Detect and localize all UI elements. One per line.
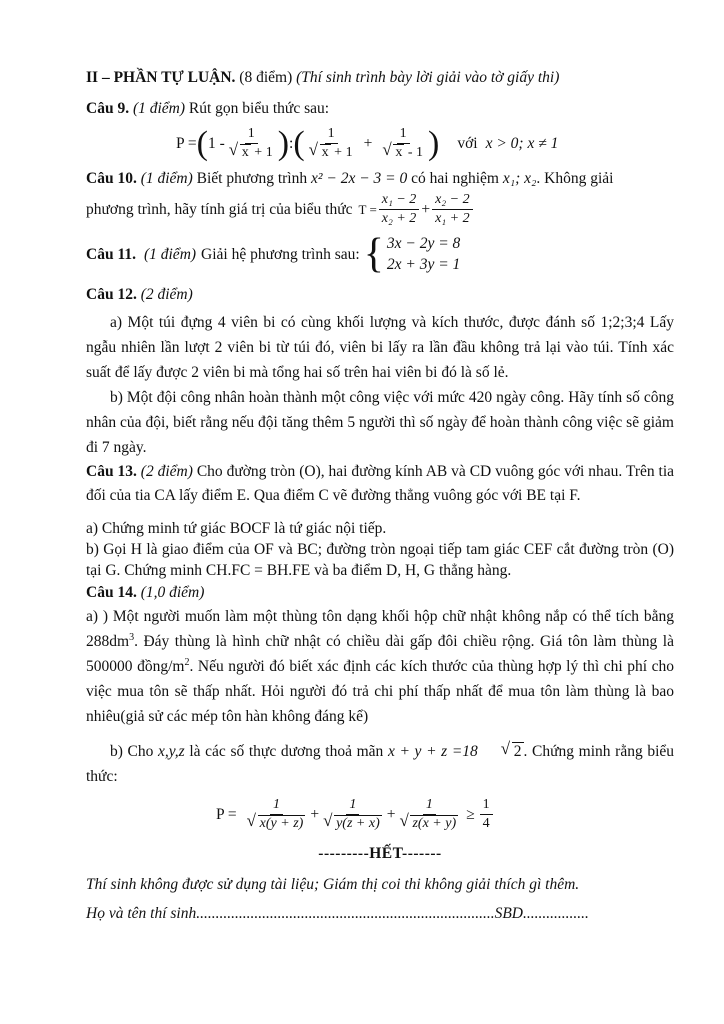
q14-frac2: 1 √ y(z + x) [321,797,385,832]
section-instruction: (Thí sinh trình bày lời giải vào tờ giấy thi) [296,69,560,86]
q14-frac1: 1 √ x(y + z) [245,797,309,832]
q10-frac1: $\frac{\text{x₁ − 2}}{\text{x₂ + 2}}$ [379,192,420,227]
q13-a: a) Chứng minh tứ giác BOCF là tứ giác nội tiếp. [86,520,387,537]
paren-open: ( [196,124,208,162]
q12-label: Câu 12. [86,286,137,303]
q10-t: T = [358,202,377,217]
q9-frac1: 1 √ x + 1 [227,126,276,161]
q14-rhs: $\frac{1}{4}$ [480,797,493,832]
q12-points: (2 điểm) [140,286,193,303]
q9-label: Câu 9. [86,100,130,117]
q11-points: (1 điểm) [143,245,197,263]
q9-formula [176,126,674,161]
q11-system [364,233,461,275]
q9-p: P = [176,135,197,152]
q14-b: b) Cho x,y,z là các số thực dương thoả mãn x + y + z =18√ 2 . Chứng minh rằng biểu thức: [86,739,674,789]
q10-equation: x² − 2x − 3 = 0 [310,170,408,187]
q10-roots: x₁; x₂ [502,170,537,187]
q14-line [86,581,674,604]
exam-page [86,66,674,925]
q13-line [86,460,674,508]
q9-plus: + [363,135,373,152]
q10-line1: Câu 10. (1 điểm) Biết phương trình x² − 2x − 3 = 0 có hai nghiệm x₁; x₂. Không giải [86,170,614,187]
q9-frac3: 1 √ x - 1 [380,126,426,161]
q14-label: Câu 14. [86,584,137,601]
q9-frac2: 1 √ x + 1 [307,126,356,161]
q11-text: Giải hệ phương trình sau: [201,245,360,263]
q11-eq2: 2x + 3y = 1 [386,256,461,273]
end-marker: ---------HẾT------- [318,845,442,862]
q10-frac2: $\frac{\text{x₂ − 2}}{\text{x₁ + 2}}$ [432,192,473,227]
q12-a: a) Một túi đựng 4 viên bi có cùng khối lượng và kích thước, được đánh số 1;2;3;4 Lấy ngẫu nhiên lần lượt 2 viên bi từ túi đó, viên bi lấy ra lần đầu không trả lại vào túi. Tính xác suất để lấy được 2 viên bi mà tổng hai số trên hai viên bi đó là số lẻ. [86,314,674,381]
q10-line2: phương trình, hãy tính giá trị của biểu thức T = $\frac{\text{x₁ − 2}}{\text{x₂ + 2}}$ + $\frac{\text{x₂ − 2}}{\text{x₁ + 2}}$ [86,192,674,227]
section-points: (8 điểm) [239,69,293,86]
q14-points: (1,0 điểm) [140,584,205,601]
q9-condition-word: với [457,135,478,152]
q9-colon: : [289,135,294,152]
q9-condition: x > 0; x ≠ 1 [485,135,559,152]
q9-line [86,97,674,120]
q12-b: b) Một đội công nhân hoàn thành một công việc với mức 420 ngày công. Hãy tính số công nhân của đội, biết rằng nếu đội tăng thêm 5 người thì số ngày để hoàn thành công việc sẽ giảm đi 7 ngày. [86,389,674,456]
q12-line [86,283,674,306]
q9-one-minus: 1 - [208,135,225,152]
q14-formula: P = 1 √ x(y + z) + 1 √ y(z + x) + 1 √ z(x + y) ≥ $\frac{1}{4}$ [216,797,674,832]
footer-note: Thí sinh không được sử dụng tài liệu; Giám thị coi thi không giải thích gì thêm. [86,876,580,893]
paren-close: ) [277,124,290,162]
q10-label: Câu 10. [86,170,137,187]
q13-b: b) Gọi H là giao điểm của OF và BC; đường tròn ngoại tiếp tam giác CEF cắt đường tròn (O) tại G. Chứng minh CH.FC = BH.FE và ba điểm D, H, G thẳng hàng. [86,541,674,579]
section-heading [86,66,674,89]
q9-text: Rút gọn biểu thức sau: [188,100,330,117]
q11-line [86,233,674,275]
q13-label: Câu 13. [86,463,137,480]
brace-icon: { [363,231,384,277]
q10-points: (1 điểm) [140,170,193,187]
q13-text: Cho đường tròn (O), hai đường kính AB và CD vuông góc với nhau. Trên tia đối của tia CA lấy điểm E. Qua điểm C vẽ đường thẳng vuông góc với BE tại F. [86,463,675,504]
footer-name-line: Họ và tên thí sinh.............................................................................SBD................. [86,905,589,922]
q11-eq1: 3x − 2y = 8 [386,235,461,252]
section-title: II – PHẦN TỰ LUẬN. [86,69,236,86]
q9-points: (1 điểm) [132,100,186,117]
paren-open-2: ( [293,124,305,162]
q13-points: (2 điểm) [140,463,193,480]
paren-close-2: ) [428,124,440,162]
q14-a: a) ) Một người muốn làm một thùng tôn dạng khối hộp chữ nhật không nắp có thể tích bằng $288dm^3$. Đáy thùng là hình chữ nhật có chiều dài gấp đôi chiều rộng. Giá tôn làm thùng là 500000 đồng/$m^2$. Nếu người đó biết xác định các kích thước của thùng hợp lý thì chi phí cho việc mua tôn sẽ thấp nhất. Hỏi người đó trả chi phí thấp nhất để mua tôn làm thùng là bao nhiêu(giả sử các mép tôn hàn không đáng kể) [86,608,674,725]
q11-label: Câu 11. [86,245,136,263]
q14-frac3: 1 √ z(x + y) [397,797,461,832]
